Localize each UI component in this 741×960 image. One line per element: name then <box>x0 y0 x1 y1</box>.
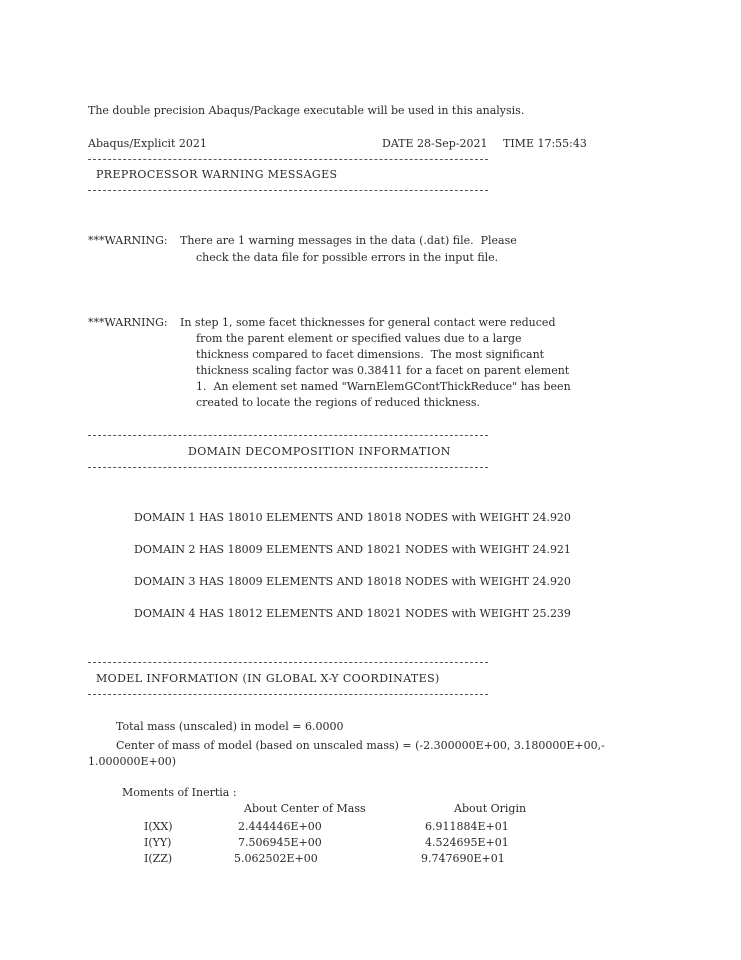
separator <box>88 190 488 191</box>
inertia-origin: 6.911884E+01 <box>425 820 509 833</box>
center-of-mass-cont: 1.000000E+00) <box>88 755 177 768</box>
inertia-label: I(YY) <box>144 836 172 849</box>
domain-title: DOMAIN DECOMPOSITION INFORMATION <box>188 445 451 458</box>
domain-line: DOMAIN 3 HAS 18009 ELEMENTS AND 18018 NODES with WEIGHT 24.920 <box>134 575 571 588</box>
run-time: TIME 17:55:43 <box>503 137 587 150</box>
warning-text: check the data file for possible errors in the input file. <box>196 251 499 264</box>
moments-label: Moments of Inertia : <box>122 786 237 799</box>
warning-text: thickness compared to facet dimensions. The most significant <box>196 348 545 361</box>
separator <box>88 159 488 160</box>
inertia-label: I(ZZ) <box>144 852 173 865</box>
inertia-origin: 4.524695E+01 <box>425 836 509 849</box>
warning-prefix: ***WARNING: <box>88 234 168 247</box>
inertia-center: 5.062502E+00 <box>234 852 318 865</box>
model-title: MODEL INFORMATION (IN GLOBAL X-Y COORDINATES) <box>96 672 440 685</box>
separator <box>88 435 488 436</box>
run-date: DATE 28-Sep-2021 <box>382 137 488 150</box>
separator <box>88 467 488 468</box>
inertia-label: I(XX) <box>144 820 173 833</box>
col-header-center: About Center of Mass <box>244 802 366 815</box>
domain-line: DOMAIN 4 HAS 18012 ELEMENTS AND 18021 NODES with WEIGHT 25.239 <box>134 607 571 620</box>
total-mass: Total mass (unscaled) in model = 6.0000 <box>116 720 344 733</box>
col-header-origin: About Origin <box>454 802 527 815</box>
preprocessor-title: PREPROCESSOR WARNING MESSAGES <box>96 168 338 181</box>
warning-text: thickness scaling factor was 0.38411 for a facet on parent element <box>196 364 570 377</box>
domain-line: DOMAIN 1 HAS 18010 ELEMENTS AND 18018 NODES with WEIGHT 24.920 <box>134 511 571 524</box>
separator <box>88 662 488 663</box>
intro-line: The double precision Abaqus/Package executable will be used in this analysis. <box>88 104 525 117</box>
inertia-center: 7.506945E+00 <box>238 836 322 849</box>
warning-text: from the parent element or specified values due to a large <box>196 332 522 345</box>
warning-text: 1. An element set named "WarnElemGContThickReduce" has been <box>196 380 571 393</box>
warning-text: There are 1 warning messages in the data (.dat) file. Please <box>180 234 517 247</box>
inertia-center: 2.444446E+00 <box>238 820 322 833</box>
warning-text: created to locate the regions of reduced thickness. <box>196 396 480 409</box>
warning-text: In step 1, some facet thicknesses for general contact were reduced <box>180 316 556 329</box>
product-name: Abaqus/Explicit 2021 <box>88 137 207 150</box>
center-of-mass: Center of mass of model (based on unscaled mass) = (-2.300000E+00, 3.180000E+00,- <box>116 739 605 752</box>
inertia-origin: 9.747690E+01 <box>421 852 505 865</box>
separator <box>88 694 488 695</box>
domain-line: DOMAIN 2 HAS 18009 ELEMENTS AND 18021 NODES with WEIGHT 24.921 <box>134 543 571 556</box>
warning-prefix: ***WARNING: <box>88 316 168 329</box>
